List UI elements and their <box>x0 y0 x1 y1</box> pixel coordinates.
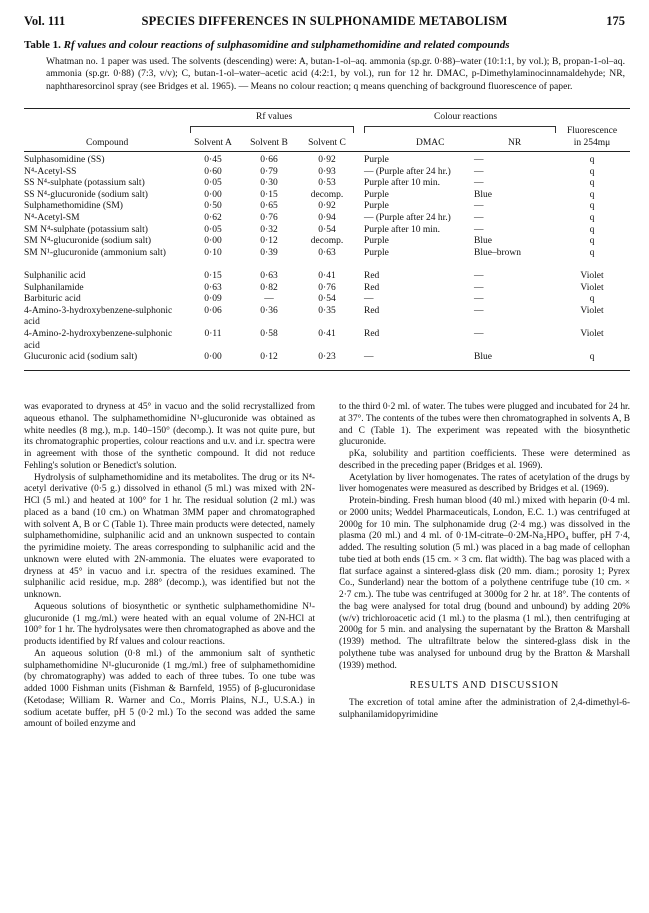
right-text-column <box>339 402 630 722</box>
table-row <box>24 236 630 248</box>
dmac-cell: Red <box>364 305 380 316</box>
compound-cell: SS N⁴-sulphate (potassium salt) <box>24 178 145 189</box>
table-row <box>24 248 630 271</box>
dmac-cell: Purple <box>364 189 389 200</box>
compound-cell: Sulphamethomidine (SM) <box>24 201 123 212</box>
table-row <box>24 329 630 352</box>
solvent-c-cell: 0·63 <box>318 247 336 258</box>
compound-cell: Sulphasomidine (SS) <box>24 155 105 165</box>
solvent-c-cell: 0·76 <box>318 282 336 293</box>
dmac-cell: Purple <box>364 236 389 247</box>
dmac-cell: — (Purple after 24 hr.) <box>364 166 451 177</box>
solvent-c-cell: 0·92 <box>318 201 336 212</box>
solvent-b-cell: — <box>264 294 274 305</box>
nr-cell: Blue <box>474 189 492 200</box>
compound-cell: Sulphanilic acid <box>24 271 86 281</box>
solvent-a-cell: 0·00 <box>204 189 222 200</box>
nr-cell: — <box>474 166 484 177</box>
compound-cell: N⁴-Acetyl-SM <box>24 213 80 223</box>
dmac-cell: — <box>364 294 374 305</box>
nr-cell: — <box>474 213 484 223</box>
compound-cell: Barbituric acid <box>24 294 81 305</box>
nr-cell: — <box>474 271 484 281</box>
dmac-cell: Purple after 10 min. <box>364 224 440 235</box>
solvent-c-cell: decomp. <box>310 189 344 200</box>
solvent-c-cell: 0·93 <box>318 166 336 177</box>
fluorescence-cell: Violet <box>580 305 604 316</box>
body-paragraph: Protein-binding. Fresh human blood (40 ml.) mixed with heparin (0·4 ml. or 2000 units; Weddel Pharmaceuticals, London, E.C. 1.) was centrifuged at 2000g for 10 min. The sulphonamide drug (2·4 mg.) was dissolved in the plasma (20 ml.) and 4 ml. of 0·1M-citrate–0·2M-Na₂HPO₄ buffer, pH 7·4, added. The resulting solution (5 ml.) was placed in a bag made of cellophan tube tied at both ends (15 cm. × 3 cm. flat width). The bag was placed with a flat surface against a sintered-glass disk (20 mm. diam.; porosity 1; Pyrex Co., Sunderland) near the bottom of a polythene centrifuge tube (10 cm. × 2·7 cm.). The tube was centrifuged at 3000g for 2 hr. at 18°. The contents of the bag were analysed for total drug (bound and unbound) by adding 20% (w/v) trichloroacetic acid (1 ml.) to the plasma (1 ml.), then centrifuging at 2000g for 5 min. and analysing the supernatant by the Bratton & Marshall (1939) method. The ultrafiltrate below the sintered-glass disk in the polythene tube was analysed for unbound drug by the Bratton & Marshall (1939) method. <box>339 496 630 671</box>
nr-cell: — <box>474 305 484 316</box>
fluorescence-cell: q <box>589 189 595 200</box>
dmac-cell: — (Purple after 24 hr.) <box>364 213 451 223</box>
table-row <box>24 283 630 295</box>
dmac-cell: Purple <box>364 247 389 258</box>
solvent-c-cell: 0·35 <box>318 305 336 316</box>
table-row <box>24 271 630 283</box>
compound-cell: N⁴-Acetyl-SS <box>24 166 77 177</box>
fluorescence-cell: q <box>589 247 595 258</box>
table-row <box>24 178 630 190</box>
dmac-cell: Purple after 10 min. <box>364 178 440 189</box>
running-head <box>24 14 625 32</box>
left-text-column <box>24 402 315 731</box>
nr-cell: — <box>474 155 484 165</box>
solvent-a-cell: 0·62 <box>204 213 222 223</box>
volume-number: Vol. 111 <box>24 14 66 28</box>
solvent-b-cell: 0·66 <box>260 155 278 165</box>
compound-cell: SM N¹-glucuronide (ammonium salt) <box>24 247 166 258</box>
table-label: Table 1. <box>24 39 61 51</box>
fluorescence-header-line2: in 254mμ <box>573 138 611 148</box>
solvent-b-cell: 0·76 <box>260 213 278 223</box>
table-row <box>24 306 630 329</box>
solvent-a-cell: 0·11 <box>204 329 222 339</box>
nr-cell: — <box>474 178 484 189</box>
solvent-b-cell: 0·63 <box>260 271 278 281</box>
compound-cell: 4-Amino-3-hydroxybenzene-sulphonic acid <box>24 305 173 328</box>
compound-cell: Sulphanilamide <box>24 282 84 293</box>
fluorescence-cell: q <box>589 224 595 235</box>
solvent-b-cell: 0·15 <box>260 189 278 200</box>
solvent-b-cell: 0·82 <box>260 282 278 293</box>
fluorescence-cell: Violet <box>580 271 604 281</box>
fluorescence-header-line1: Fluorescence <box>566 126 618 136</box>
solvent-a-cell: 0·10 <box>204 247 222 258</box>
compound-cell: 4-Amino-2-hydroxybenzene-sulphonic acid <box>24 329 173 351</box>
body-paragraph: Hydrolysis of sulphamethomidine and its metabolites. The drug or its N⁴-acetyl derivative (0·5 g.) dissolved in ethanol (5 ml.) was mixed with 2N-HCl (5 ml.) and heated at 100° for 1 hr. The residual solution (2 ml.) was placed as a band (10 cm.) on Whatman 3MM paper and chromatographed with solvent A, B or C (Table 1). Three main products were detected, namely sulphamethomidine, sulphanilic acid and an unknown suspected to contain the pyrimidine moiety. The areas corresponding to sulphanilic acid and the unknown were eluted with 2N-ammonia. The eluates were evaporated to dryness at 45° in vacuo and i.r. spectra of the residues examined. The sulphanilic acid residue, m.p. 288° (decomp.), was identified but not the unknown. <box>24 472 315 600</box>
fluorescence-cell: q <box>589 201 595 212</box>
table-row <box>24 167 630 179</box>
solvent-b-cell: 0·12 <box>260 236 278 247</box>
solvent-b-cell: 0·58 <box>260 329 278 339</box>
fluorescence-cell: q <box>589 213 595 223</box>
solvent-c-cell: 0·54 <box>318 294 336 305</box>
section-heading: RESULTS AND DISCUSSION <box>409 680 560 692</box>
compound-cell: SM N⁴-sulphate (potassium salt) <box>24 224 148 235</box>
fluorescence-cell: q <box>589 166 595 177</box>
solvent-b-cell: 0·36 <box>260 305 278 316</box>
nr-cell: Blue <box>474 236 492 247</box>
body-paragraph: The excretion of total amine after the administration of 2,4-dimethyl-6-sulphanilamidopyrimidine <box>339 698 630 720</box>
solvent-c-cell: 0·53 <box>318 178 336 189</box>
table-row <box>24 352 630 364</box>
solvent-a-cell: 0·60 <box>204 166 222 177</box>
fluorescence-cell: q <box>589 178 595 189</box>
body-paragraph: was evaporated to dryness at 45° in vacuo and the solid recrystallized from aqueous ethanol. The sulphamethomidine N¹-glucuronide was obtained as white needles (8 mg.), m.p. 140–150° (decomp.). It was not quite pure, but its chromatographic properties, colour reactions and u.v. and i.r. spectra were in agreement with those of the synthetic compound. It did not reduce Fehling's solution or Benedict's solution. <box>24 402 315 471</box>
solvent-a-cell: 0·00 <box>204 236 222 247</box>
rf-group-brace <box>190 126 354 133</box>
colour-group-header: Colour reactions <box>434 112 498 122</box>
solvent-b-cell: 0·12 <box>260 352 278 363</box>
fluorescence-cell: Violet <box>580 282 604 293</box>
fluorescence-cell: q <box>589 352 595 363</box>
nr-header: NR <box>508 138 522 148</box>
nr-cell: — <box>474 224 484 235</box>
solvent-a-cell: 0·63 <box>204 282 222 293</box>
solvent-a-cell: 0·06 <box>204 305 222 316</box>
solvent-a-cell: 0·05 <box>204 224 222 235</box>
dmac-cell: Red <box>364 282 380 293</box>
table-bottom-rule <box>24 370 630 371</box>
body-paragraph: to the third 0·2 ml. of water. The tubes were plugged and incubated for 24 hr. at 37°. The contents of the tubes were then chromatographed in solvents A, B and C (Table 1). The experiment was repeated with the biosynthetic glucuronide. <box>339 402 630 448</box>
fluorescence-cell: Violet <box>580 329 604 339</box>
dmac-header: DMAC <box>416 138 445 148</box>
table-row <box>24 155 630 167</box>
compound-cell: Glucuronic acid (sodium salt) <box>24 352 138 363</box>
compound-cell: SM N⁴-glucuronide (sodium salt) <box>24 236 152 247</box>
fluorescence-cell: q <box>589 294 595 305</box>
nr-cell: Blue–brown <box>474 247 521 258</box>
solvent-a-cell: 0·50 <box>204 201 222 212</box>
table-title: Rf values and colour reactions of sulphasomidine and sulphamethomidine and related compounds <box>63 39 510 51</box>
solvent-b-cell: 0·65 <box>260 201 278 212</box>
table-header-rule <box>24 151 630 152</box>
body-paragraph: Acetylation by liver homogenates. The rates of acetylation of the drugs by liver homogenates were measured as described by Bridges et al. (1969). <box>339 472 630 495</box>
solvent-c-header: Solvent C <box>308 138 346 148</box>
solvent-c-cell: 0·23 <box>318 352 336 363</box>
solvent-a-cell: 0·09 <box>204 294 222 305</box>
fluorescence-cell: q <box>589 236 595 247</box>
nr-cell: — <box>474 294 484 305</box>
solvent-c-cell: 0·54 <box>318 224 336 235</box>
table-row <box>24 213 630 225</box>
table-row <box>24 201 630 213</box>
table-caption <box>24 38 625 52</box>
table-row <box>24 294 630 306</box>
compound-cell: SS N⁴-glucuronide (sodium salt) <box>24 189 148 200</box>
fluorescence-cell: q <box>589 155 595 165</box>
rf-group-header: Rf values <box>256 112 293 122</box>
dmac-cell: — <box>364 352 374 363</box>
solvent-c-cell: 0·41 <box>318 271 336 281</box>
dmac-cell: Red <box>364 271 380 281</box>
table-top-rule <box>24 108 630 109</box>
nr-cell: — <box>474 329 484 339</box>
colour-group-brace <box>364 126 556 133</box>
solvent-c-cell: decomp. <box>310 236 344 247</box>
solvent-a-cell: 0·15 <box>204 271 222 281</box>
compound-header: Compound <box>86 138 129 148</box>
table-note: Whatman no. 1 paper was used. The solvents (descending) were: A, butan-1-ol–aq. ammonia (sp.gr. 0·88)–water (10:1:1, by vol.); B, propan-1-ol–aq. ammonia (sp.gr. 0·88) (7:3, v/v); C, butan-1-ol–water–acetic acid (4:2:1, by vol.), run for 12 hr. DMAC, p-Dimethylaminocinnamaldehyde; NR, naphtharesorcinol spray (see Bridges et al. 1965). — Means no colour reaction; q means quenching of background fluorescence of paper. <box>46 56 625 92</box>
solvent-a-cell: 0·05 <box>204 178 222 189</box>
solvent-a-cell: 0·00 <box>204 352 222 363</box>
solvent-c-cell: 0·92 <box>318 155 336 165</box>
dmac-cell: Red <box>364 329 380 339</box>
solvent-b-cell: 0·39 <box>260 247 278 258</box>
body-paragraph: Aqueous solutions of biosynthetic or synthetic sulphamethomidine N¹-glucuronide (1 mg./ml.) were heated with an equal volume of 2N-HCl at 100° for 1 hr. The hydrolysates were then chromatographed as above and the products identified by Rf values and colour reactions. <box>24 601 315 647</box>
table-row <box>24 190 630 202</box>
body-paragraph: An aqueous solution (0·8 ml.) of the ammonium salt of synthetic sulphamethomidine N¹-glucuronide (1 mg./ml.) free of sulphamethomidine (by chromatography) was added to each of three tubes. To one tube was added 1000 Fishman units (Fishman & Barnfeld, 1955) of β-glucuronidase (Ketodase; William R. Warner and Co., Morris Plains, N.J., U.S.A.) in sodium acetate buffer, pH 5 (0·2 ml.) To the second was added the same amount of boiled enzyme and <box>24 648 315 730</box>
solvent-b-cell: 0·30 <box>260 178 278 189</box>
page-number: 175 <box>606 14 625 28</box>
table-row <box>24 225 630 237</box>
nr-cell: — <box>474 201 484 212</box>
solvent-a-header: Solvent A <box>194 138 232 148</box>
running-title: SPECIES DIFFERENCES IN SULPHONAMIDE METABOLISM <box>141 14 508 28</box>
dmac-cell: Purple <box>364 155 389 165</box>
solvent-c-cell: 0·94 <box>318 213 336 223</box>
solvent-a-cell: 0·45 <box>204 155 222 165</box>
dmac-cell: Purple <box>364 201 389 212</box>
solvent-b-cell: 0·79 <box>260 166 278 177</box>
solvent-b-cell: 0·32 <box>260 224 278 235</box>
solvent-c-cell: 0·41 <box>318 329 336 339</box>
nr-cell: Blue <box>474 352 492 363</box>
body-paragraph: pKa, solubility and partition coefficients. These were determined as described in the preceding paper (Bridges et al. 1969). <box>339 449 630 471</box>
solvent-b-header: Solvent B <box>250 138 288 148</box>
nr-cell: — <box>474 282 484 293</box>
